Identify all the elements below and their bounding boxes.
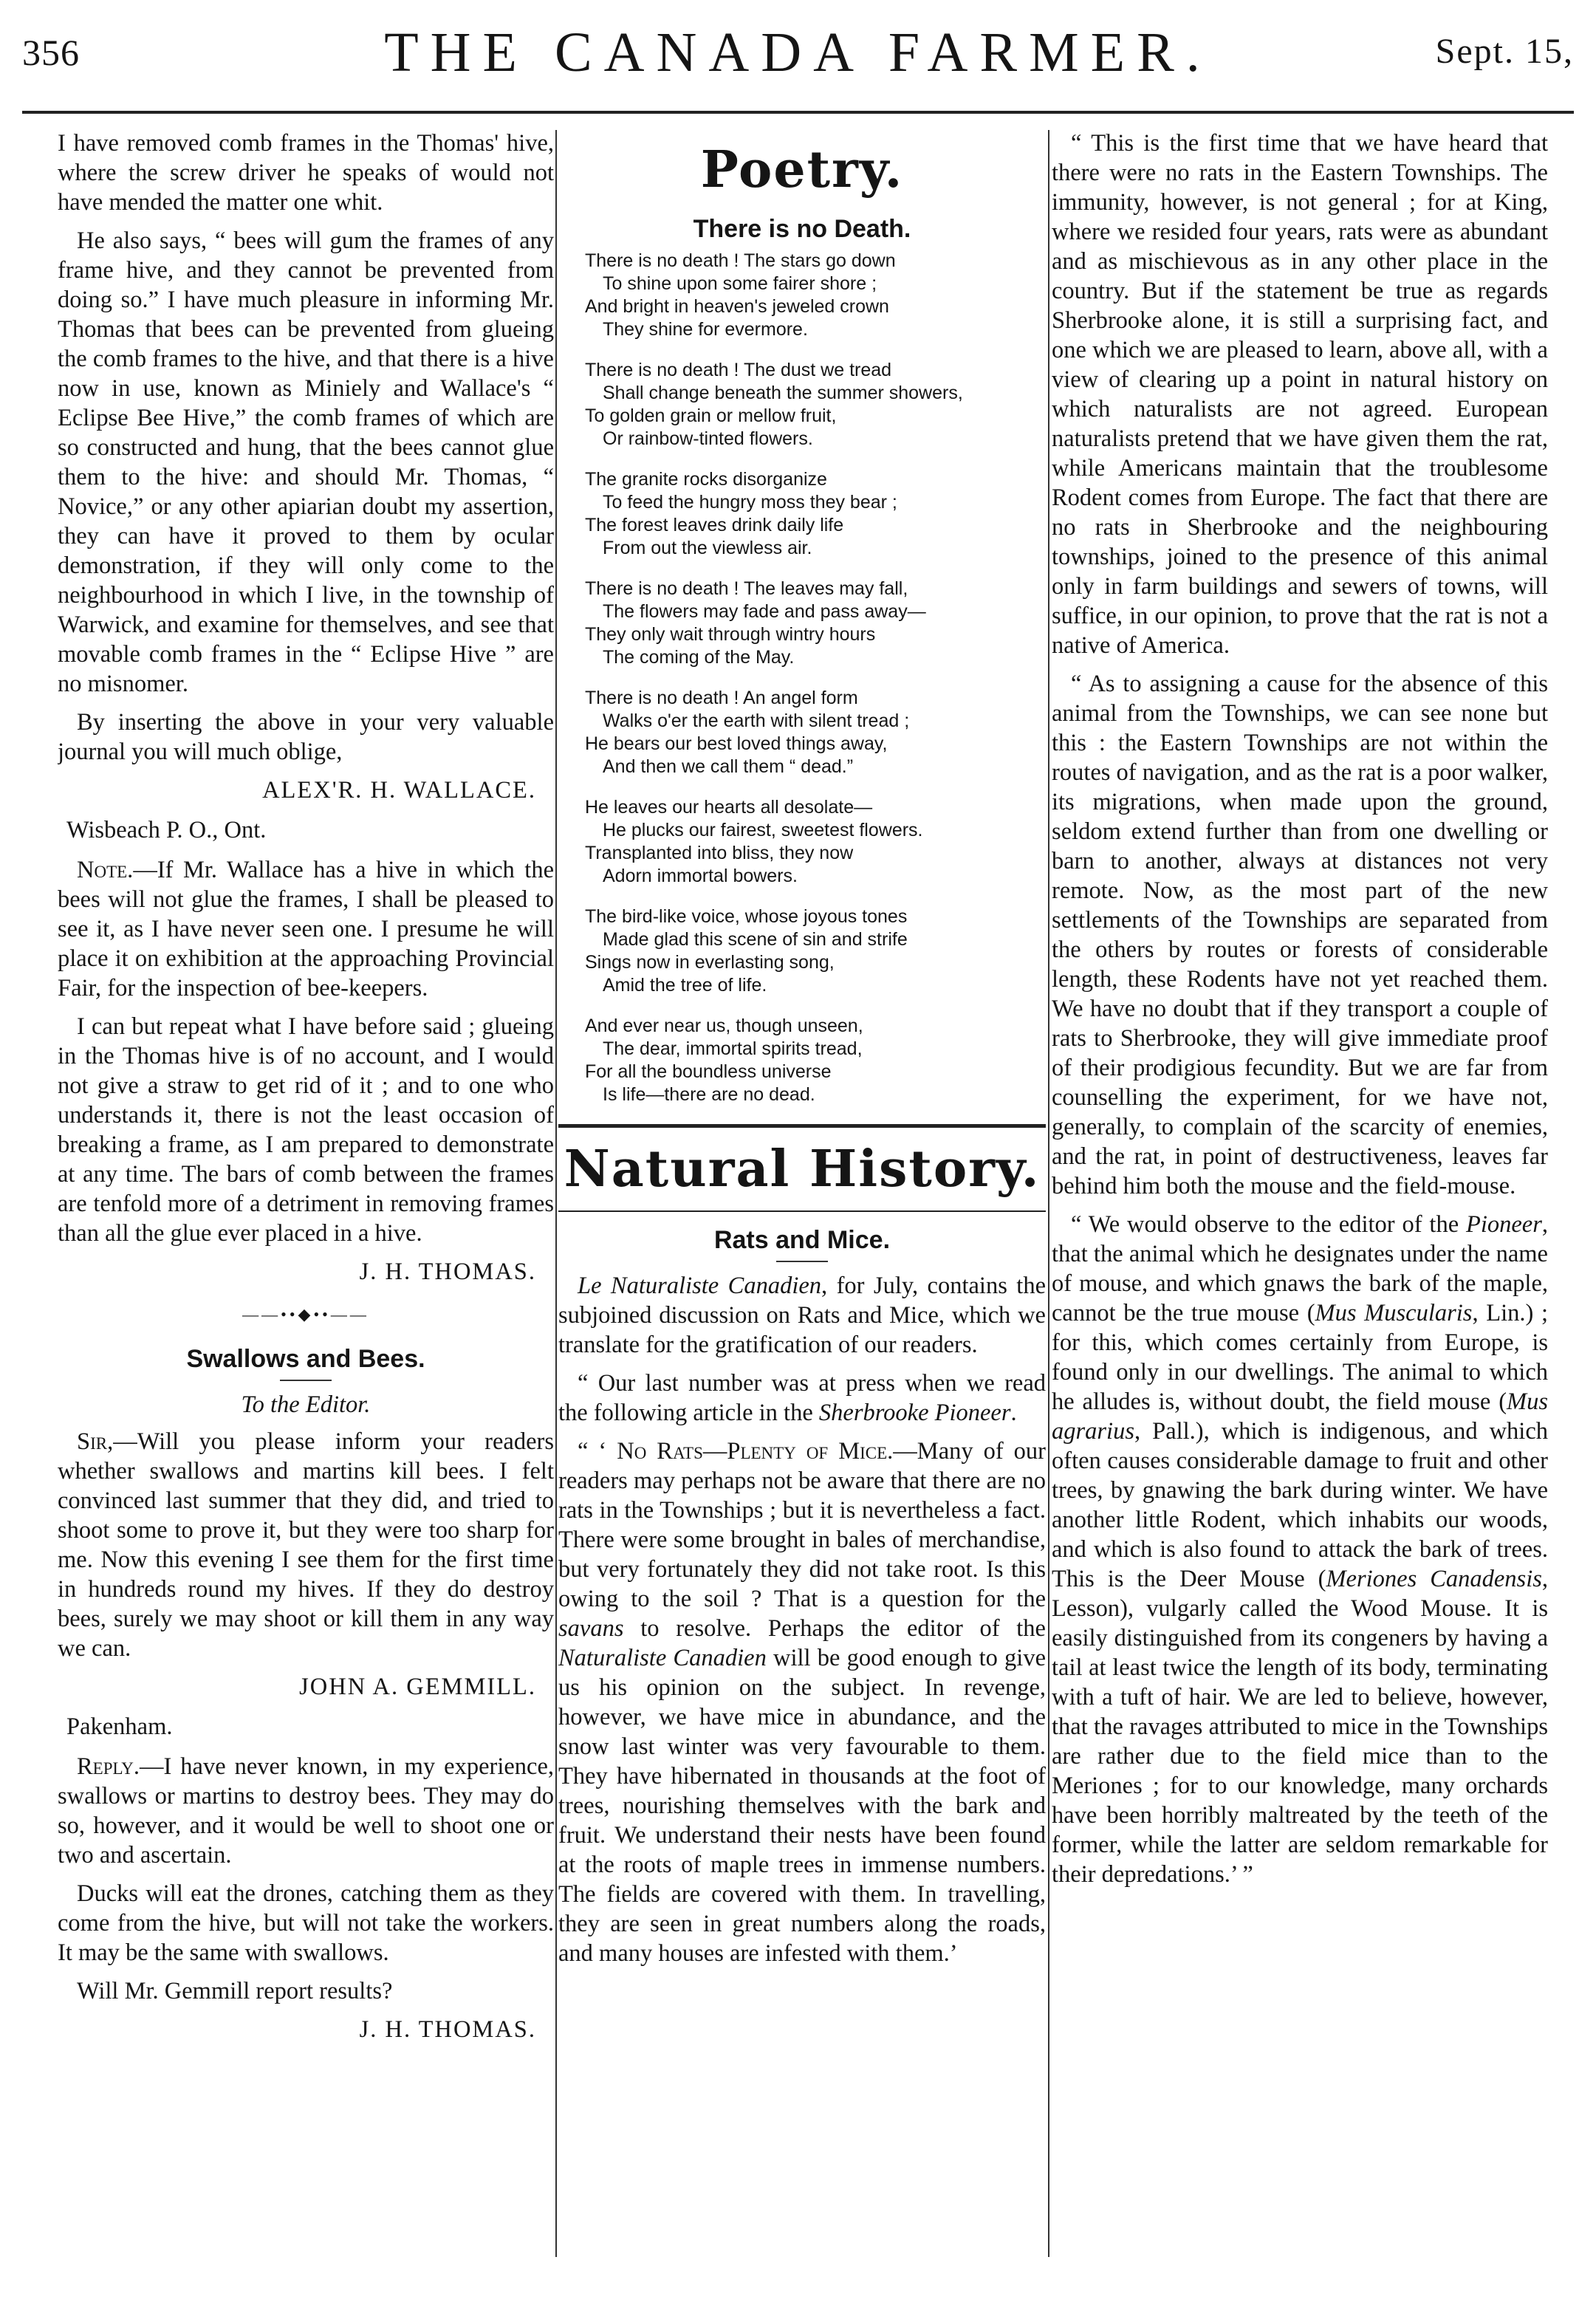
wallace-paragraph: By inserting the above in your very valuable journal you will much oblige, xyxy=(58,709,554,765)
paragraph-text: , Lin.) ; for this, which comes certainly from Europe, is found only in our dwellings. The animal to which he alludes is, without doubt, the field mouse ( xyxy=(1052,1300,1548,1415)
poem-line: And then we call them “ dead.” xyxy=(603,756,854,777)
poem-line: Amid the tree of life. xyxy=(603,975,767,996)
wallace-paragraph: He also says, “ bees will gum the frames of any frame hive, and they cannot be prevented from doing so.” I have much pleasure in informing Mr. Thomas that bees can be prevented from glueing the comb frames to the hive, and that there is a hive now in use, known as Miniely and Wallace's “ Eclipse Bee Hive,” the comb frames of which are so constructed and hung, that the bees cannot glue them to the hive: and should Mr. Thomas, “ Novice,” or any other apiarian doubt my assertion, they can have it proved to them by ocular demonstration, if they will only come to the neighbourhood in which I live, in the township of Warwick, and examine for themselves, and see that movable comb frames in the “ Eclipse Hive ” are no misnomer. xyxy=(58,227,554,697)
newspaper-title: THE CANADA FARMER. xyxy=(384,21,1212,83)
source-name: Naturaliste Canadien xyxy=(558,1645,767,1671)
rats-quote-2 xyxy=(558,1436,1046,1968)
title-rule xyxy=(776,1261,828,1262)
species-name: Meriones Canadensis xyxy=(1326,1566,1542,1592)
poem-line: There is no death ! The stars go down xyxy=(585,250,896,271)
reply-text: —I have never known, in my experience, swallows or martins to destroy bees. They may do so, however, and it would be well to shoot one or two and ascertain. xyxy=(58,1753,554,1869)
rats-quote-1 xyxy=(558,1369,1046,1428)
poem-title: There is no Death. xyxy=(693,215,911,243)
title-rule xyxy=(280,1380,332,1381)
poem-line: The forest leaves drink daily life xyxy=(585,515,844,535)
poem-line: The coming of the May. xyxy=(603,647,795,668)
wallace-signature: ALEX'R. H. WALLACE. xyxy=(262,777,536,804)
poem-stanza xyxy=(585,468,1046,560)
column-1 xyxy=(58,129,554,2300)
quote-head: “ ‘ No Rats—Plenty of Mice. xyxy=(578,1438,894,1465)
rats-paragraph: “ This is the first time that we have heard that there were no rats in the Eastern Townships. The immunity, however, is not general ; for at King, where we resided four years, rats were as abundant and as mischievous as in any other place in the country. But if the statement be true as regards Sherbrooke alone, it is still a surprising fact, and one which we are pleased to learn, above all, with a view of clearing up a point in natural history on which naturalists are not agreed. European naturalists pretend that we have given them the rat, while Americans maintain that the troublesome Rodent comes from Europe. The fact that there are no rats in Sherbrooke and the neighbouring townships, joined to the presence of this animal only in farm buildings and sewers of towns, will suffice, in our opinion, to prove that the rat is not a native of America. xyxy=(1052,130,1548,659)
poem-line: There is no death ! The dust we tread xyxy=(585,360,892,380)
poem-stanza xyxy=(585,687,1046,778)
poem-line: Transplanted into bliss, they now xyxy=(585,843,854,863)
salutation: To the Editor. xyxy=(241,1391,371,1418)
source-name: Pioneer xyxy=(1465,1211,1542,1238)
species-name: Mus Muscularis xyxy=(1315,1300,1473,1326)
intro-text: , for July, contains the subjoined discussion on Rats and Mice, which we translate for the gratification of our readers. xyxy=(558,1273,1046,1358)
thomas-signature: J. H. THOMAS. xyxy=(359,1258,536,1285)
poem-line: He leaves our hearts all desolate— xyxy=(585,797,873,818)
column-3 xyxy=(1052,129,1548,2300)
source-name: Sherbrooke Pioneer xyxy=(818,1400,1011,1426)
thomas-signature-2: J. H. THOMAS. xyxy=(359,2016,536,2043)
editor-note xyxy=(58,855,554,1003)
poem-stanza xyxy=(585,359,1046,451)
reply-label: Reply. xyxy=(77,1753,140,1780)
poem-line: He bears our best loved things away, xyxy=(585,733,888,754)
poem-line: The bird-like voice, whose joyous tones xyxy=(585,906,908,927)
quote-text: . xyxy=(1010,1400,1017,1426)
section-rule xyxy=(558,1210,1046,1212)
poetry-heading: Poetry. xyxy=(700,140,904,199)
quote-text: “ Our last number was at press when we read the following article in the xyxy=(558,1370,1046,1426)
poem-line: They only wait through wintry hours xyxy=(585,624,876,645)
poem-line: He plucks our fairest, sweetest flowers. xyxy=(603,820,923,840)
italic-word: savans xyxy=(558,1615,624,1642)
gemmill-signature: JOHN A. GEMMILL. xyxy=(299,1674,536,1700)
poem-line: For all the boundless universe xyxy=(585,1061,832,1082)
poem-line: Sings now in everlasting song, xyxy=(585,952,835,973)
poem-line: There is no death ! The leaves may fall, xyxy=(585,578,908,599)
species-name: Mus agrarius xyxy=(1052,1388,1548,1445)
column-2 xyxy=(558,129,1046,2300)
poem-stanza xyxy=(585,796,1046,888)
issue-date: Sept. 15, xyxy=(1435,32,1574,71)
rats-paragraph: “ As to assigning a cause for the absence of this animal from the Townships, we can see none but this : the Eastern Townships are not within the routes of navigation, and as the rat is a poor walker, its migrations, when made upon the ground, seldom extend further than from one dwelling or barn to another, always at distances not very remote. Now, as the most part of the new settlements of the Townships are separated from the others by routes or forests of considerable length, these Rodents have not yet reached them. We have no doubt that if they transport a couple of rats to Sherbrooke, they will give immediate proof of their prodigious fecundity. But we are far from counselling the experiment, for we have not, generally, to complain of the scarcity of enemies, and the rat, in point of destructiveness, leaves far behind him both the mouse and the field-mouse. xyxy=(1052,671,1548,1199)
poem-stanza xyxy=(585,250,1046,341)
wallace-place: Wisbeach P. O., Ont. xyxy=(66,817,267,843)
wallace-paragraph: I have removed comb frames in the Thomas' hive, where the screw driver he speaks of would not have mended the matter one whit. xyxy=(58,130,554,216)
drones-paragraph: Ducks will eat the drones, catching them as they come from the hive, but will not take the workers. It may be the same with swallows. xyxy=(58,1880,554,1966)
poem-line: There is no death ! An angel form xyxy=(585,688,858,708)
poem-stanza xyxy=(585,1015,1046,1106)
poem-line: They shine for evermore. xyxy=(603,319,808,340)
poem-line: Made glad this scene of sin and strife xyxy=(603,929,908,950)
masthead-rule xyxy=(22,111,1574,114)
gemmill-letter xyxy=(58,1427,554,1663)
poem xyxy=(585,250,1046,1106)
poem-line: The dear, immortal spirits tread, xyxy=(603,1038,863,1059)
rats-paragraph xyxy=(1052,1210,1548,1889)
column-divider xyxy=(555,130,557,2257)
gemmill-place: Pakenham. xyxy=(66,1713,173,1740)
paragraph-text: , that the animal which he designates under the name of mouse, and which gnaws the bark of the maple, cannot be the true mouse ( xyxy=(1052,1211,1548,1326)
section-rule xyxy=(558,1124,1046,1128)
page-number: 356 xyxy=(22,32,80,73)
masthead xyxy=(22,10,1574,106)
poem-line: The granite rocks disorganize xyxy=(585,469,827,490)
poem-line: Or rainbow-tinted flowers. xyxy=(603,428,813,449)
paragraph-text: , Lesson), vulgarly called the Wood Mouse. It is easily distinguished from its congeners by having a tail at least twice the length of its body, terminating with a tuft of hair. We are led to believe, however, that the ravages attributed to mice in the Townships are rather due to the field mice than to the Meriones ; for to our knowledge, many orchards have been horribly maltreated by the teeth of the former, while the latter are seldom remarkable for their depredations.’ ” xyxy=(1052,1566,1548,1888)
poem-stanza xyxy=(585,905,1046,997)
paragraph-text: “ We would observe to the editor of the xyxy=(1071,1211,1466,1238)
thomas-reply: I can but repeat what I have before said ; glueing in the Thomas hive is of no account, and I would not give a straw to get rid of it ; and to one who understands it, there is not the least occasion of breaking a frame, as I am prepared to demonstrate at any time. The bars of comb between the frames are tenfold more of a detriment in removing frames than all the glue ever placed in a hive. xyxy=(58,1013,554,1247)
poem-line: The flowers may fade and pass away— xyxy=(603,601,926,622)
poem-line: To feed the hungry moss they bear ; xyxy=(603,492,897,513)
quote-text: will be good enough to give us his opinion on the subject. In revenge, however, we have mice in abundance, and the snow last winter was very favourable to them. They have hibernated in thousands at the foot of trees, nourishing themselves with the bark and fruit. We understand their nests have been found at the roots of maple trees in immense numbers. The fields are covered with them. In travelling, they are seen in great numbers along the roads, and many houses are infested with them.’ xyxy=(558,1645,1046,1967)
poem-line: From out the viewless air. xyxy=(603,538,812,558)
thomas-reply-swallows xyxy=(58,1752,554,1870)
poem-line: Shall change beneath the summer showers, xyxy=(603,383,963,403)
poem-line: And ever near us, though unseen, xyxy=(585,1016,863,1036)
article-title-swallows: Swallows and Bees. xyxy=(186,1345,425,1373)
article-title-rats: Rats and Mice. xyxy=(713,1226,891,1254)
question-paragraph: Will Mr. Gemmill report results? xyxy=(77,1978,393,2004)
note-text: —If Mr. Wallace has a hive in which the bees will not glue the frames, I shall be pleased to see it, as I have never seen one. I presume he will place it on exhibition at the approaching Provincial Fair, for the inspection of bee-keepers. xyxy=(58,857,554,1001)
natural-history-heading: Natural History. xyxy=(564,1140,1041,1199)
poem-line: Adorn immortal bowers. xyxy=(603,866,798,886)
letter-label: Sir, xyxy=(77,1428,114,1455)
poem-line: To shine upon some fairer shore ; xyxy=(603,273,877,294)
ornament-divider: ——••◆••—— xyxy=(242,1305,369,1323)
poem-stanza xyxy=(585,578,1046,669)
quote-text: —Many of our readers may perhaps not be aware that there are no rats in the Townships ; but it is nevertheless a fact. There were some brought in bales of merchandise, but very fortunately they did not take root. Is this owing to the soil ? That is a question for the xyxy=(558,1438,1046,1612)
poem-line: Walks o'er the earth with silent tread ; xyxy=(603,710,910,731)
column-divider xyxy=(1048,130,1049,2257)
poem-line: Is life—there are no dead. xyxy=(603,1084,815,1105)
poem-line: And bright in heaven's jeweled crown xyxy=(585,296,889,317)
paragraph-text: , Pall.), which is indigenous, and which often causes considerable damage to fruit and other trees, by gnawing the bark during winter. We have another little Rodent, which inhabits our woods, and which is also found to attack the bark of trees. This is the Deer Mouse ( xyxy=(1052,1418,1548,1592)
source-name: Le Naturaliste Canadien xyxy=(578,1273,822,1299)
poem-line: To golden grain or mellow fruit, xyxy=(585,405,837,426)
note-label: Note. xyxy=(77,857,134,883)
quote-text: to resolve. Perhaps the editor of the xyxy=(623,1615,1046,1642)
letter-text: —Will you please inform your readers whether swallows and martins kill bees. I felt convinced last summer that they did, and tried to shoot some to prove it, but they were too sharp for me. Now this evening I see them for the first time in hundreds round my hives. If they do destroy bees, surely we may shoot or kill them in any way we can. xyxy=(58,1428,554,1662)
rats-intro xyxy=(558,1271,1046,1360)
